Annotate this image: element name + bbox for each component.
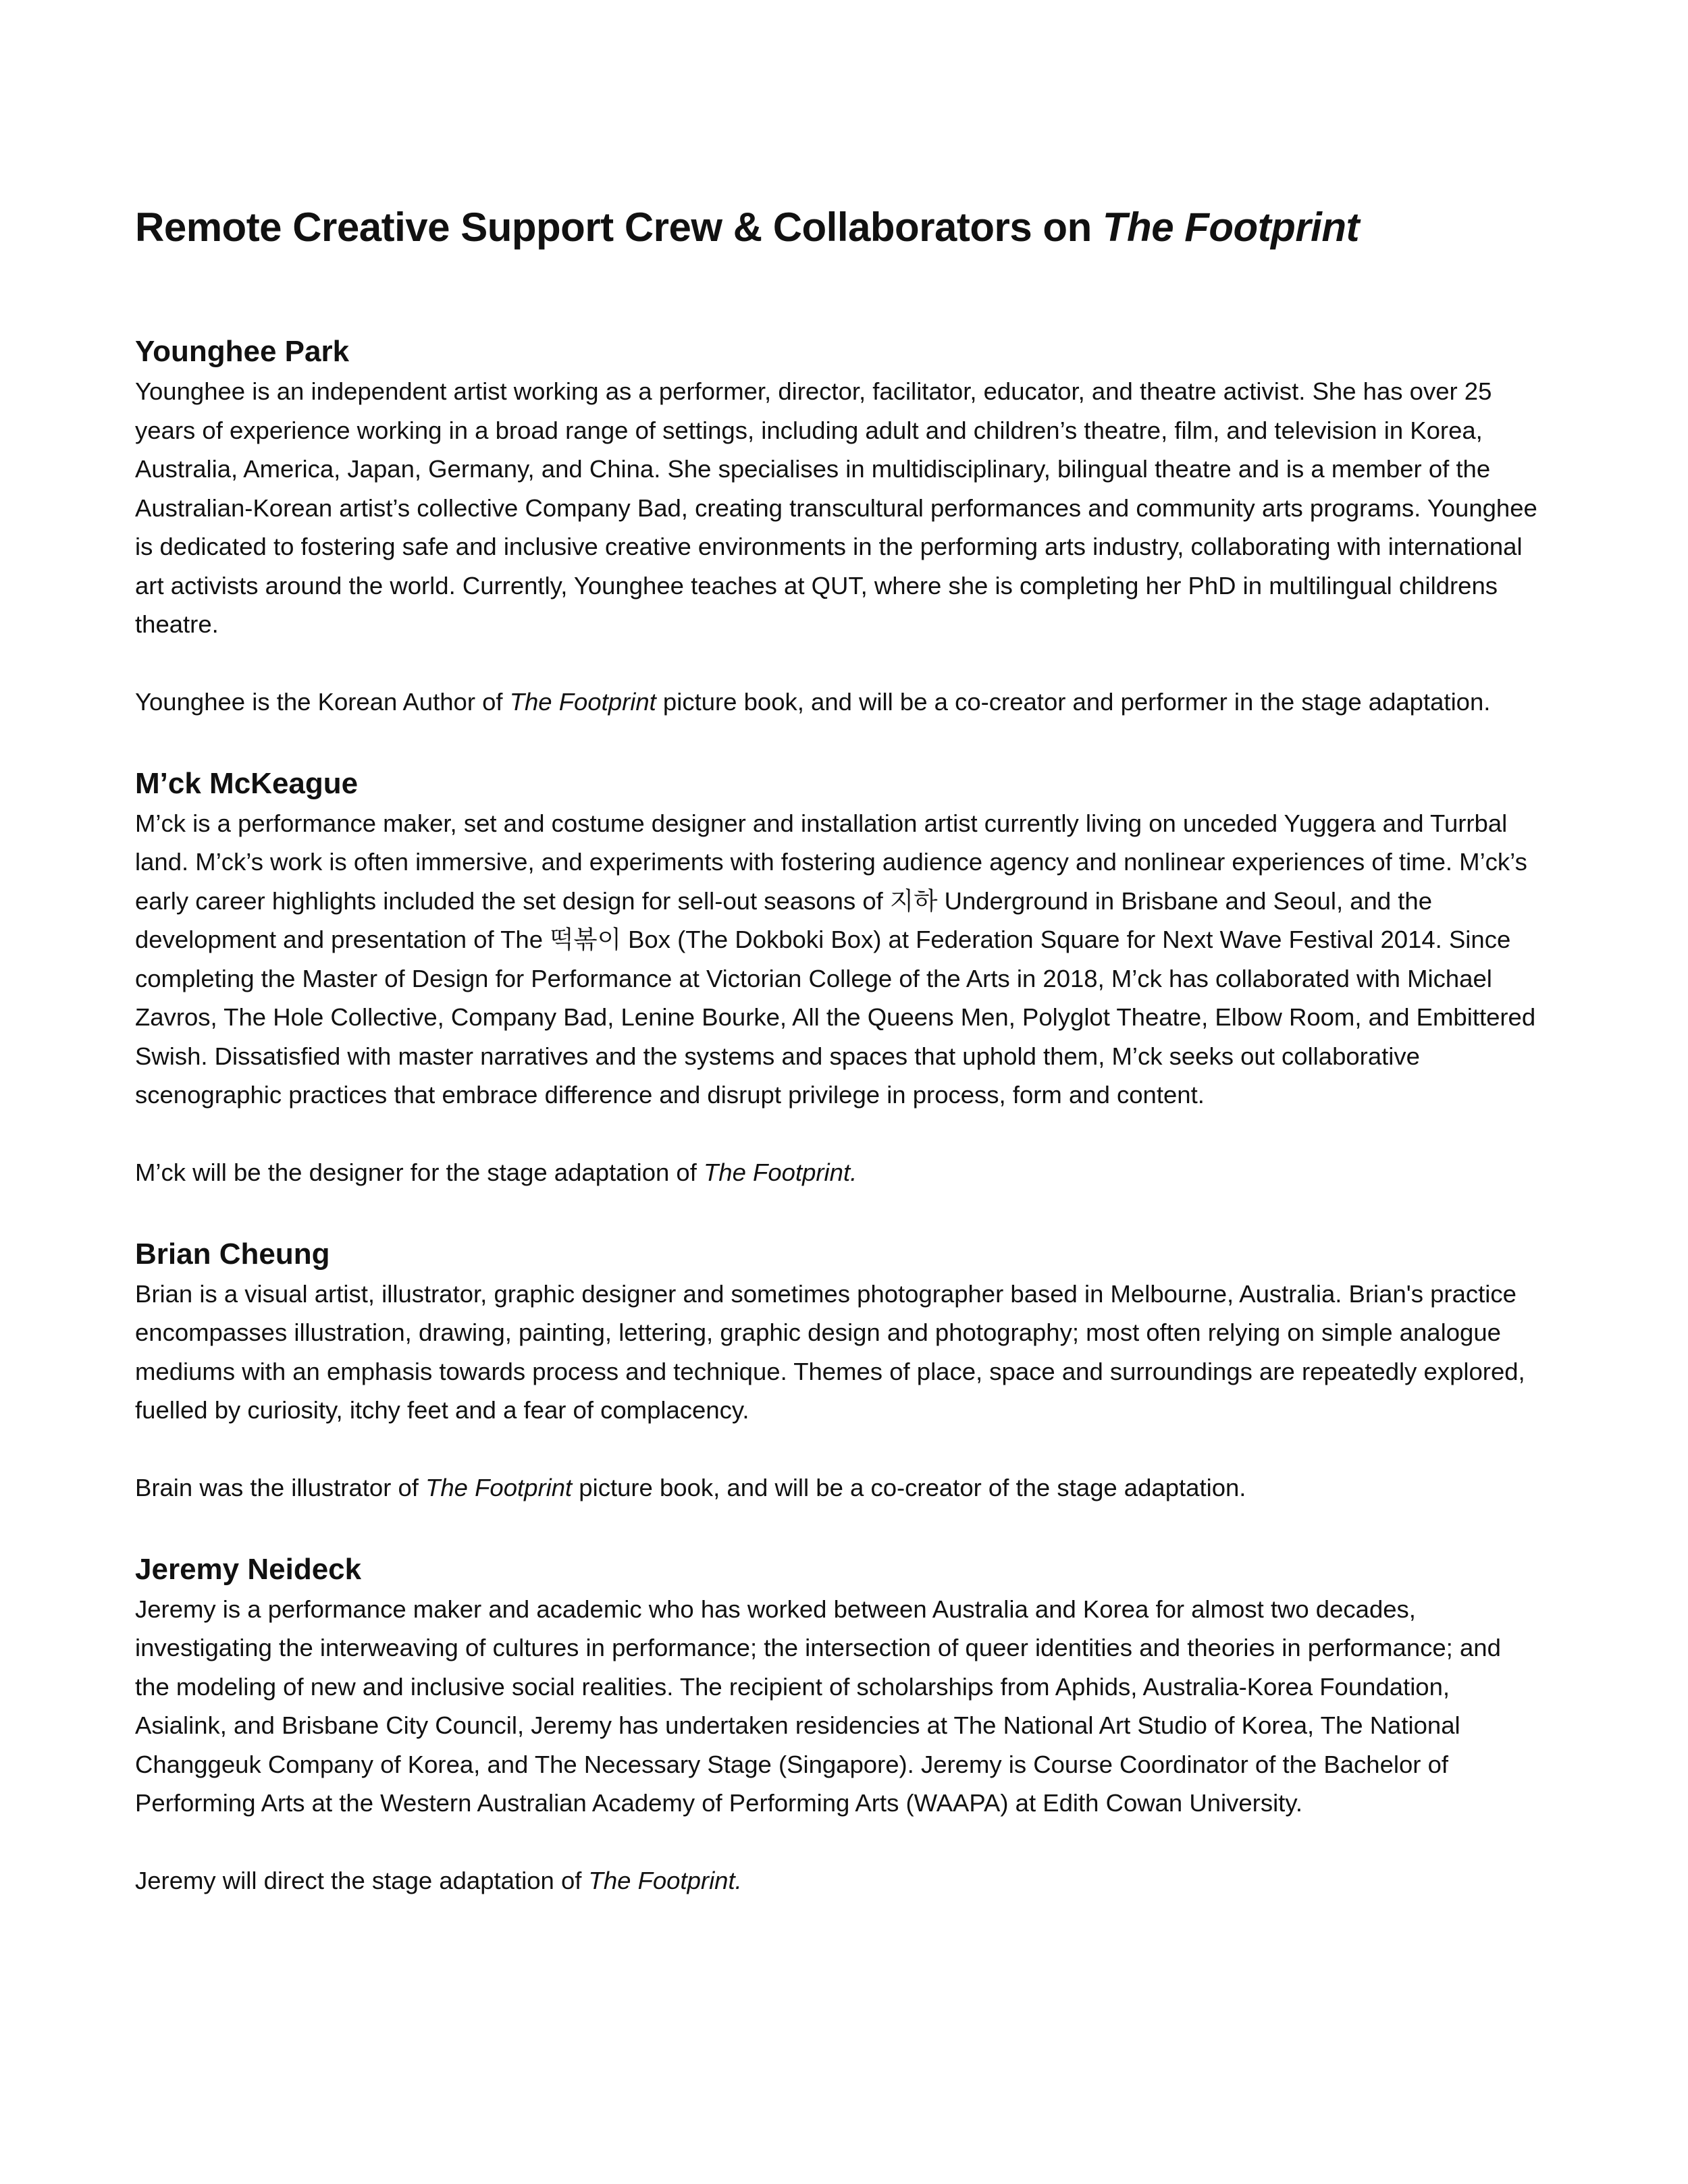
person-name: Younghee Park [135,335,350,368]
role-paragraph [135,683,1539,722]
role-title-italic: The Footprint. [704,1158,858,1186]
role-text: M’ck will be the designer for the stage adaptation of [135,1158,704,1186]
bio-section-younghee-park [135,330,1539,722]
role-paragraph [135,1153,1539,1192]
role-title-italic: The Footprint. [588,1867,742,1894]
document-page [135,199,1539,1941]
page-title-italic: The Footprint [1102,205,1359,250]
role-paragraph [135,1861,1539,1900]
role-paragraph [135,1468,1539,1508]
page-title [135,199,1539,256]
role-text: Brain was the illustrator of [135,1474,426,1501]
role-text-end: picture book, and will be a co-creator and performer in the stage adaptation. [656,688,1491,716]
role-title-italic: The Footprint [509,688,656,716]
bio-paragraph: Brian is a visual artist, illustrator, graphic designer and sometimes photographer based in Melbourne, Australia. Brian's practice encompasses illustration, drawing, painting, lettering, graphic design and photography; most often relying on simple analogue mediums with an emphasis towards process and technique. Themes of place, space and surroundings are repeatedly explored, fuelled by curiosity, itchy feet and a fear of complacency. [135,1279,1525,1424]
bio-section-mck-mckeague [135,762,1539,1192]
role-text: Younghee is the Korean Author of [135,688,510,716]
page-title-text: Remote Creative Support Crew & Collaborators on [135,205,1103,250]
role-title-italic: The Footprint [425,1474,573,1501]
person-name: Jeremy Neideck [135,1552,362,1586]
bio-paragraph: Jeremy is a performance maker and academic who has worked between Australia and Korea for almost two decades, investigating the interweaving of cultures in performance; the intersection of queer identities and theories in performance; and the modeling of new and inclusive social realities. The recipient of scholarships from Aphids, Australia-Korea Foundation, Asialink, and Brisbane City Council, Jeremy has undertaken residencies at The National Art Studio of Korea, The National Changgeuk Company of Korea, and The Necessary Stage (Singapore). Jeremy is Course Coordinator of the Bachelor of Performing Arts at the Western Australian Academy of Performing Arts (WAAPA) at Edith Cowan University. [135,1595,1501,1817]
role-text: Jeremy will direct the stage adaptation of [135,1867,589,1894]
bio-section-brian-cheung [135,1233,1539,1508]
role-text-end: picture book, and will be a co-creator of the stage adaptation. [572,1474,1246,1501]
person-name: M’ck McKeague [135,766,359,800]
person-name: Brian Cheung [135,1237,330,1271]
bio-section-jeremy-neideck [135,1548,1539,1900]
bio-paragraph: Younghee is an independent artist working as a performer, director, facilitator, educator, and theatre activist. She has over 25 years of experience working in a broad range of settings, including adult and children’s theatre, film, and television in Korea, Australia, America, Japan, Germany, and China. She specialises in multidisciplinary, bilingual theatre and is a member of the Australian-Korean artist’s collective Company Bad, creating transcultural performances and community arts programs. Younghee is dedicated to fostering safe and inclusive creative environments in the performing arts industry, collaborating with international art activists around the world. Currently, Younghee teaches at QUT, where she is completing her PhD in multilingual childrens theatre. [135,377,1537,638]
bio-paragraph: M’ck is a performance maker, set and costume designer and installation artist currently living on unceded Yuggera and Turrbal land. M’ck’s work is often immersive, and experiments with fostering audience agency and nonlinear experiences of time. M’ck’s early career highlights included the set design for sell-out seasons of 지하 Underground in Brisbane and Seoul, and the development and presentation of The 떡볶이 Box (The Dokboki Box) at Federation Square for Next Wave Festival 2014. Since completing the Master of Design for Performance at Victorian College of the Arts in 2018, M’ck has collaborated with Michael Zavros, The Hole Collective, Company Bad, Lenine Bourke, All the Queens Men, Polyglot Theatre, Elbow Room, and Embittered Swish. Dissatisfied with master narratives and the systems and spaces that uphold them, M’ck seeks out collaborative scenographic practices that embrace difference and disrupt privilege in process, form and content. [135,809,1536,1109]
